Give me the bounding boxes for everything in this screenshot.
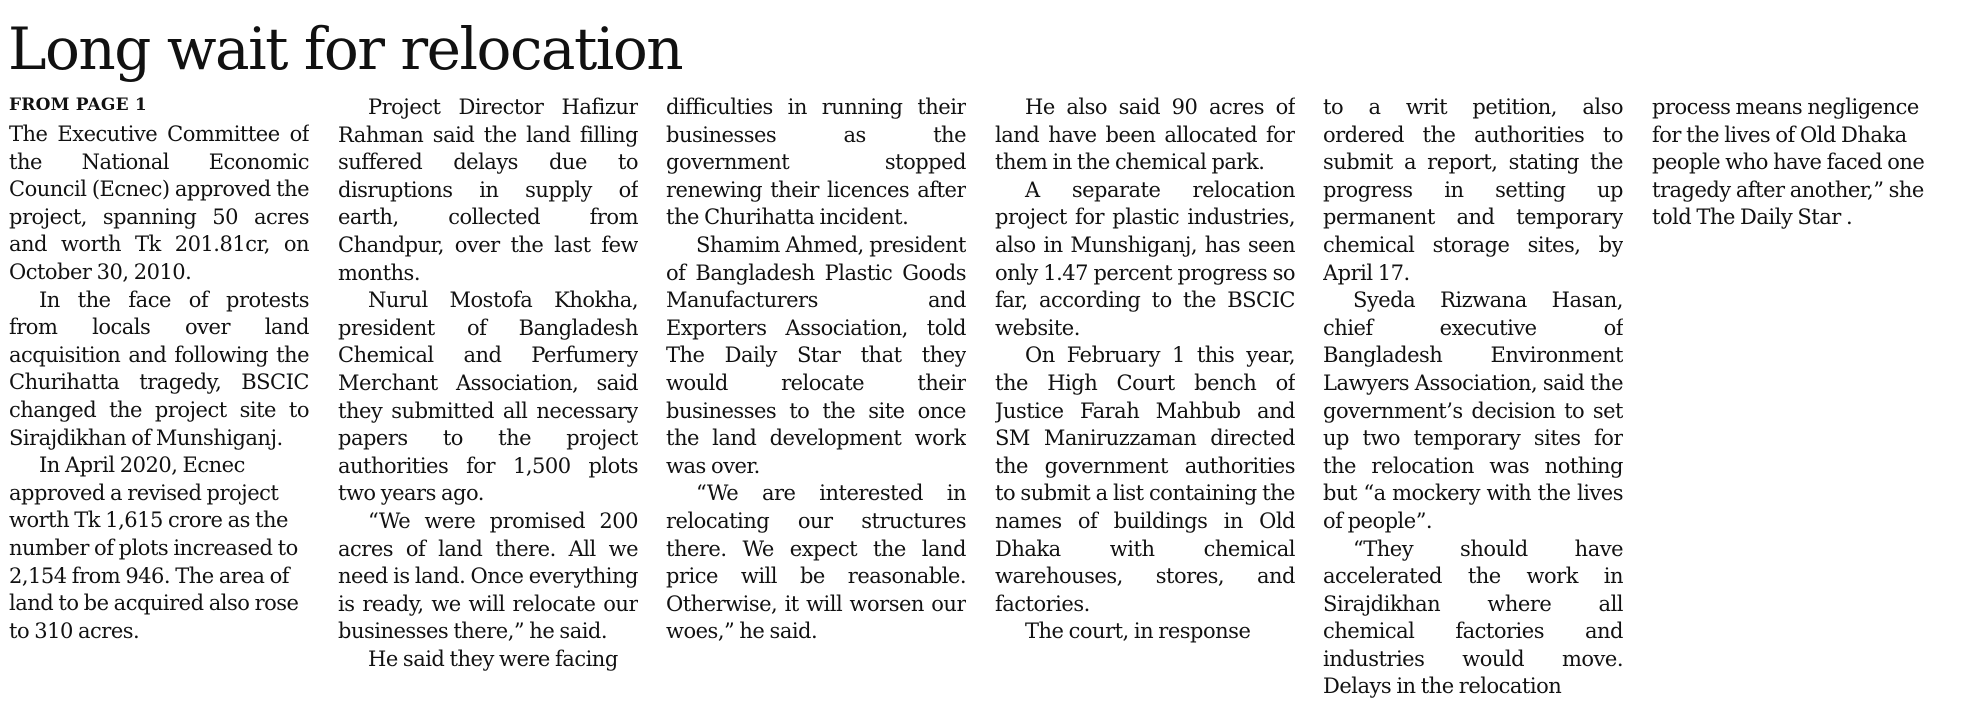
article-column-1: [9, 121, 309, 711]
paragraph: Project Director Hafizur Rahman said the land filling suffered delays due to disruptions in supply of earth, collected from Chandpur, over the last few months.: [338, 95, 638, 285]
paragraph: to a writ petition, also ordered the authorities to submit a report, stating the progress in setting up permanent and temporary chemical storage sites, by April 17.: [1323, 95, 1623, 285]
paragraph: In April 2020, Ecnec approved a revised project worth Tk 1,615 crore as the number of plots increased to 2,154 from 946. The area of land to be acquired also rose to 310 acres.: [9, 453, 299, 643]
paragraph: “We are interested in relocating our structures there. We expect the land price will be reasonable. Otherwise, it will worsen our woes,” he said.: [666, 481, 966, 644]
paragraph: The court, in response: [1025, 619, 1251, 644]
paragraph: He also said 90 acres of land have been allocated for them in the chemical park.: [995, 95, 1295, 175]
paragraph: A separate relocation project for plastic industries, also in Munshiganj, has seen only 1.47 percent progress so far, according to the BSCIC website.: [995, 177, 1295, 340]
article-column-5: [1323, 94, 1623, 712]
from-page-kicker: FROM PAGE 1: [9, 95, 147, 115]
paragraph: Shamim Ahmed, president of Bangladesh Plastic Goods Manufacturers and Exporters Association, told The Daily Star that they would relocate their businesses to the site once the land development work was over.: [666, 232, 966, 478]
paragraph: “They should have accelerated the work in Sirajdikhan where all chemical factories and industries would move. Delays in the relocation: [1323, 536, 1623, 699]
paragraph: Nurul Mostofa Khokha, president of Bangladesh Chemical and Perfumery Merchant Association, said they submitted all necessary papers to the project authorities for 1,500 plots two years ago.: [338, 288, 638, 506]
article-column-2: [338, 94, 638, 712]
paragraph: In the face of protests from locals over land acquisition and following the Churihatta tragedy, BSCIC changed the project site to Sirajdikhan of Munshiganj.: [9, 287, 309, 450]
article-column-3: [666, 94, 966, 712]
headline: Long wait for relocation: [8, 15, 683, 83]
paragraph: process means negligence for the lives of Old Dhaka people who have faced one tragedy after another,” she told The Daily Star .: [1652, 95, 1925, 230]
paragraph: The Executive Committee of the National Economic Council (Ecnec) approved the project, spanning 50 acres and worth Tk 201.81cr, on October 30, 2010.: [9, 122, 309, 284]
article-column-4: [995, 94, 1295, 712]
paragraph: difficulties in running their businesses as the government stopped renewing their licences after the Churihatta incident.: [666, 95, 966, 230]
paragraph: “We were promised 200 acres of land there. All we need is land. Once everything is ready, we will relocate our businesses there,” he said.: [338, 508, 638, 644]
paragraph: He said they were facing: [368, 646, 618, 671]
article-column-6: [1652, 94, 1952, 712]
paragraph: On February 1 this year, the High Court bench of Justice Farah Mahbub and SM Maniruzzaman directed the government authorities to submit a list containing the names of buildings in Old Dhaka with chemical warehouses, stores, and factories.: [995, 343, 1295, 616]
paragraph: Syeda Rizwana Hasan, chief executive of Bangladesh Environment Lawyers Association, said the government’s decision to set up two temporary sites for the relocation was nothing but “a mockery with the lives of people”.: [1323, 288, 1623, 533]
